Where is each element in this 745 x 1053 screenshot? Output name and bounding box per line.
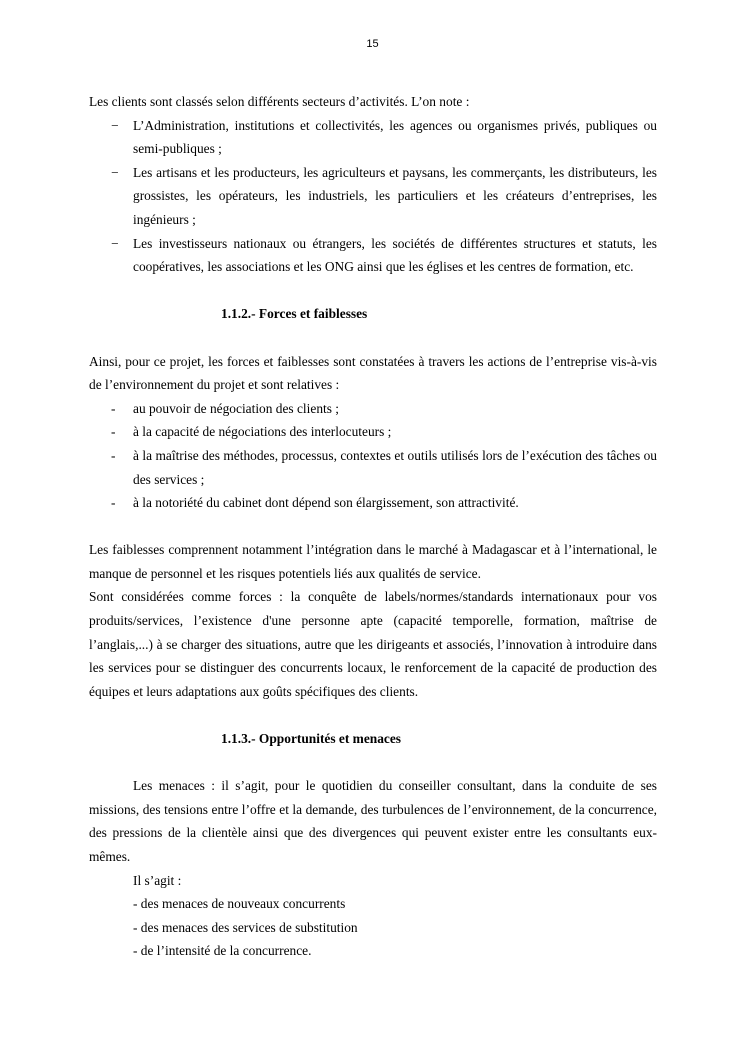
section-heading: 1.1.3.- Opportunités et menaces (221, 731, 402, 747)
list-item: - de l’intensité de la concurrence. (133, 943, 312, 959)
list-item: - au pouvoir de négociation des clients ; (89, 397, 657, 421)
list-item: − L’Administration, institutions et collectivités, les agences ou organismes privés, publiques ou semi-publiques ; (89, 114, 657, 161)
forces-list (89, 397, 657, 515)
faiblesses-paragraph: Les faiblesses comprennent notamment l’intégration dans le marché à Madagascar et à l’international, le manque de personnel et les risques potentiels liés aux qualités de service. (89, 542, 657, 581)
client-list (89, 114, 657, 279)
list-item: - des menaces des services de substitution (133, 919, 358, 935)
bullet-marker: - (111, 424, 116, 440)
intro-text: Les clients sont classés selon différents secteurs d’activités. L’on note : (89, 94, 470, 109)
list-item: − Les investisseurs nationaux ou étrangers, les sociétés de différentes structures et statuts, les coopératives, les associations et les ONG ainsi que les églises et les centres de formation, etc. (89, 232, 657, 279)
menaces-paragraph: Les menaces : il s’agit, pour le quotidien du conseiller consultant, dans la conduite de ses missions, des tensions entre l’offre et la demande, des turbulences de l’environnement, de la concurrence, des pressions de la clientèle ainsi que des divergences qui peuvent exister entre les consultants eux-mêmes. (89, 778, 657, 864)
bullet-marker: - (111, 400, 116, 416)
menaces-intro: Il s’agit : (133, 872, 182, 888)
list-item: - à la notoriété du cabinet dont dépend son élargissement, son attractivité. (89, 491, 657, 515)
bullet-marker: - (111, 447, 116, 463)
bullet-marker: − (111, 117, 119, 133)
list-item: - des menaces de nouveaux concurrents (133, 896, 346, 912)
list-item: - à la capacité de négociations des interlocuteurs ; (89, 420, 657, 444)
bullet-marker: - (111, 495, 116, 511)
forces-paragraph: Sont considérées comme forces : la conquête de labels/normes/standards internationaux pour vos produits/services, l’existence d'une personne apte (capacité temporelle, formation, maîtrise de l’anglais,...) à se charger des situations, autre que les dirigeants et associés, l’innovation à introduire dans les services pour se distinguer des concurrents locaux, le renforcement de la capacité de production des équipes et leurs adaptations aux goûts spécifiques des clients. (89, 589, 657, 699)
forces-intro: Ainsi, pour ce projet, les forces et faiblesses sont constatées à travers les actions de l’entreprise vis-à-vis de l’environnement du projet et sont relatives : (89, 353, 657, 393)
page-body (89, 90, 657, 963)
bullet-marker: − (111, 235, 119, 251)
list-item: − Les artisans et les producteurs, les agriculteurs et paysans, les commerçants, les distributeurs, les grossistes, les opérateurs, les industriels, les particuliers et les créateurs d’entreprises, les ingénieurs ; (89, 161, 657, 232)
bullet-marker: − (111, 164, 119, 180)
page-number: 15 (366, 38, 379, 50)
section-heading: 1.1.2.- Forces et faiblesses (221, 306, 368, 322)
list-item: - à la maîtrise des méthodes, processus, contextes et outils utilisés lors de l’exécution des tâches ou des services ; (89, 444, 657, 491)
